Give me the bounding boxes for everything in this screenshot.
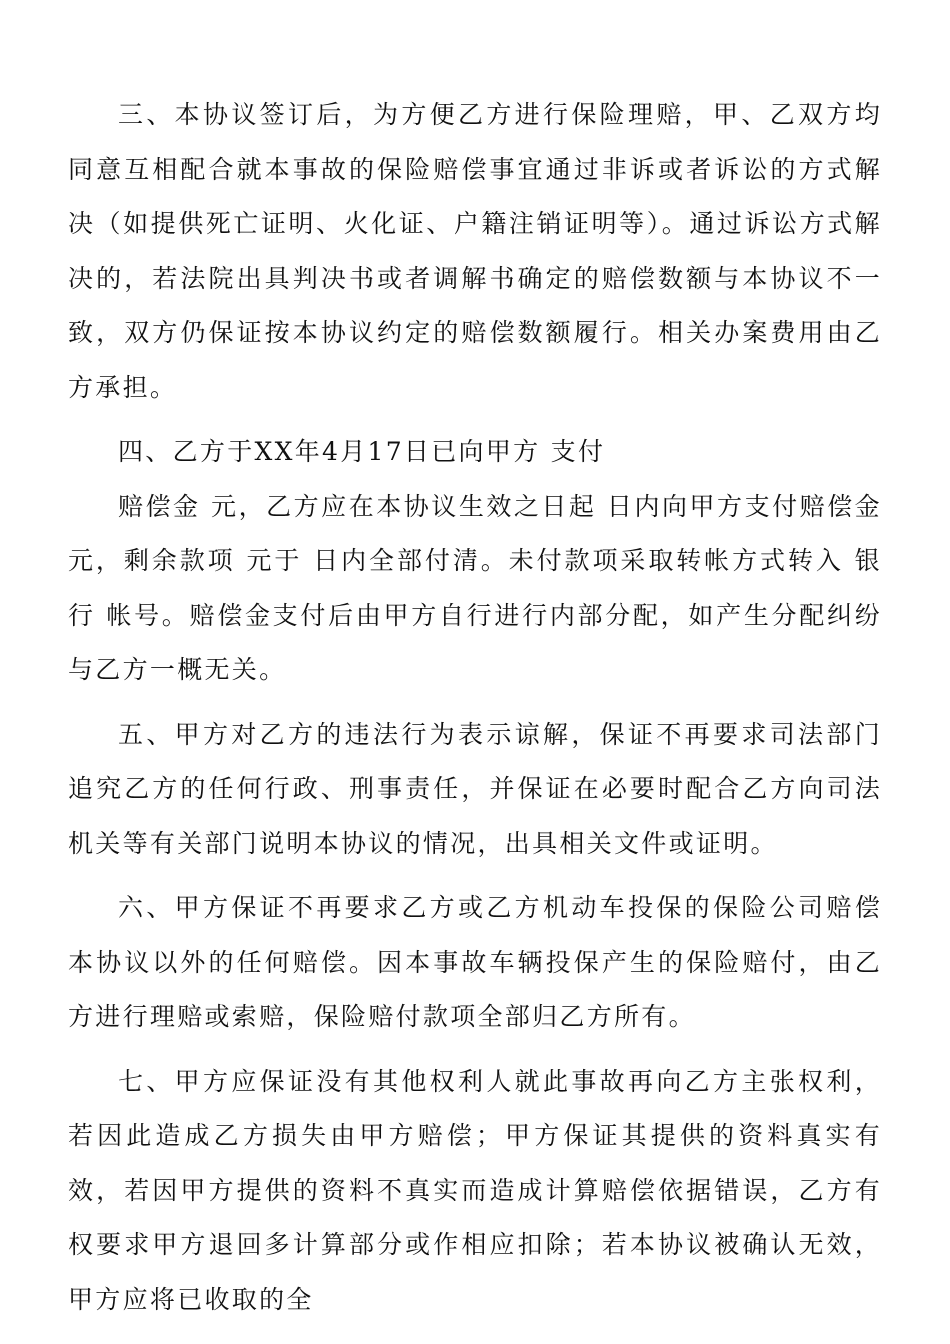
compensation-paragraph: 赔偿金 元，乙方应在本协议生效之日起 日内向甲方支付赔偿金 元，剩余款项 元于 日内全部付清。未付款项采取转帐方式转入 银行 帐号。赔偿金支付后由甲方自行进行内部分配，如产生分配纠纷与乙方一概无关。 [68,491,882,684]
clause-seven-paragraph: 七、甲方应保证没有其他权利人就此事故再向乙方主张权利，若因此造成乙方损失由甲方赔偿；甲方保证其提供的资料真实有效，若因甲方提供的资料不真实而造成计算赔偿依据错误，乙方有权要求甲方退回多计算部分或作相应扣除；若本协议被确认无效，甲方应将已收取的全 [68,1066,882,1314]
document-body [68,88,882,1327]
clause-six-paragraph: 六、甲方保证不再要求乙方或乙方机动车投保的保险公司赔偿本协议以外的任何赔偿。因本事故车辆投保产生的保险赔付，由乙方进行理赔或索赔，保险赔付款项全部归乙方所有。 [68,893,882,1031]
clause-five-paragraph: 五、甲方对乙方的违法行为表示谅解，保证不再要求司法部门追究乙方的任何行政、刑事责任，并保证在必要时配合乙方向司法机关等有关部门说明本协议的情况，出具相关文件或证明。 [68,719,882,858]
clause-three-paragraph: 三、本协议签订后，为方便乙方进行保险理赔，甲、乙双方均同意互相配合就本事故的保险赔偿事宜通过非诉或者诉讼的方式解决（如提供死亡证明、火化证、户籍注销证明等）。通过诉讼方式解决的，若法院出具判决书或者调解书确定的赔偿数额与本协议不一致，双方仍保证按本协议约定的赔偿数额履行。相关办案费用由乙方承担。 [68,100,882,402]
clause-four-paragraph: 四、乙方于XX年4月17日已向甲方 支付 [118,437,606,466]
